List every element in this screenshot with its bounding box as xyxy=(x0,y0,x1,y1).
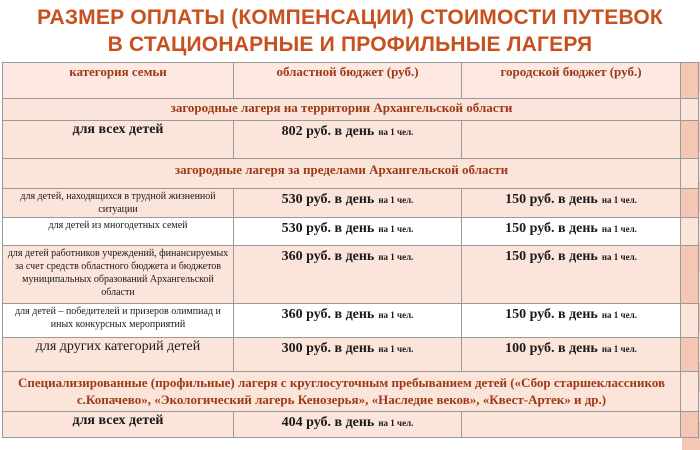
city-cell xyxy=(462,189,681,218)
regional-amount: 530 руб. в день xyxy=(281,192,375,207)
stripe-cell xyxy=(681,99,699,121)
stripe-cell xyxy=(681,159,699,189)
regional-amount: 300 руб. в день xyxy=(281,341,375,356)
city-amount: 150 руб. в день xyxy=(505,221,598,236)
table-row xyxy=(3,304,699,338)
stripe-cell xyxy=(681,246,699,304)
header-cell-city xyxy=(462,63,681,99)
header-cell-regional xyxy=(234,63,462,99)
section-row xyxy=(3,159,699,189)
table-header-row xyxy=(3,63,699,99)
stripe-cell xyxy=(681,338,699,372)
per-person-note: на 1 чел. xyxy=(601,310,637,320)
regional-amount: 360 руб. в день xyxy=(281,307,375,322)
category-label: для всех детей xyxy=(72,413,164,428)
per-person-note: на 1 чел. xyxy=(378,344,414,354)
city-amount: 150 руб. в день xyxy=(505,307,598,322)
per-person-note: на 1 чел. xyxy=(378,310,414,320)
per-person-note: на 1 чел. xyxy=(378,252,414,262)
city-amount: 150 руб. в день xyxy=(505,192,598,207)
category-label: для всех детей xyxy=(72,122,164,137)
category-cell xyxy=(3,304,234,338)
stripe-cell xyxy=(681,304,699,338)
table-row xyxy=(3,121,699,159)
regional-amount: 404 руб. в день xyxy=(281,415,375,430)
header-category: категория семьи xyxy=(69,64,167,79)
category-label: для других категорий детей xyxy=(35,339,201,354)
section-title-2: загородные лагеря за пределами Архангельской области xyxy=(3,159,681,189)
table-row xyxy=(3,412,699,438)
table-row xyxy=(3,189,699,218)
stripe-cell xyxy=(681,189,699,218)
city-cell xyxy=(462,246,681,304)
regional-cell xyxy=(234,189,462,218)
per-person-note: на 1 чел. xyxy=(601,252,637,262)
per-person-note: на 1 чел. xyxy=(601,344,637,354)
regional-cell xyxy=(234,412,462,438)
category-cell xyxy=(3,218,234,246)
category-label: для детей из многодетных семей xyxy=(48,220,188,231)
regional-cell xyxy=(234,246,462,304)
header-city-budget: городской бюджет (руб.) xyxy=(500,64,642,79)
city-cell-empty xyxy=(462,412,681,438)
regional-amount: 802 руб. в день xyxy=(281,124,375,139)
stripe-cell xyxy=(681,121,699,159)
stripe-cell xyxy=(681,412,699,438)
compensation-table xyxy=(2,62,699,438)
per-person-note: на 1 чел. xyxy=(378,127,414,137)
city-amount: 150 руб. в день xyxy=(505,249,598,264)
table-row xyxy=(3,218,699,246)
page-title xyxy=(0,4,700,58)
per-person-note: на 1 чел. xyxy=(601,224,637,234)
table-row xyxy=(3,338,699,372)
regional-amount: 360 руб. в день xyxy=(281,249,375,264)
table-row xyxy=(3,246,699,304)
city-cell xyxy=(462,218,681,246)
per-person-note: на 1 чел. xyxy=(378,195,414,205)
city-cell-empty xyxy=(462,121,681,159)
city-amount: 100 руб. в день xyxy=(505,341,598,356)
stripe-cell xyxy=(681,218,699,246)
category-label: для детей, находящихся в трудной жизненной ситуации xyxy=(20,191,216,215)
header-cell-category xyxy=(3,63,234,99)
category-cell xyxy=(3,412,234,438)
stripe-cell xyxy=(681,63,699,99)
title-line-1: РАЗМЕР ОПЛАТЫ (КОМПЕНСАЦИИ) СТОИМОСТИ ПУТЕВОК xyxy=(37,6,663,29)
category-label: для детей – победителей и призеров олимпиад и иных конкурсных мероприятий xyxy=(15,306,221,330)
section-title-1: загородные лагеря на территории Архангельской области xyxy=(3,99,681,121)
category-cell xyxy=(3,338,234,372)
category-cell xyxy=(3,121,234,159)
per-person-note: на 1 чел. xyxy=(378,224,414,234)
section-title-3: Специализированные (профильные) лагеря с круглосуточным пребыванием детей («Сбор старшеклассников с.Копачево», «Экологический лагерь Кенозерья», «Наследие веков», «Квест-Артек» и др.) xyxy=(3,372,681,412)
regional-cell xyxy=(234,121,462,159)
regional-cell xyxy=(234,338,462,372)
category-cell xyxy=(3,189,234,218)
per-person-note: на 1 чел. xyxy=(378,418,414,428)
header-regional-budget: областной бюджет (руб.) xyxy=(276,64,419,79)
section-row xyxy=(3,372,699,412)
category-cell xyxy=(3,246,234,304)
title-line-2: В СТАЦИОНАРНЫЕ И ПРОФИЛЬНЫЕ ЛАГЕРЯ xyxy=(107,33,593,56)
city-cell xyxy=(462,304,681,338)
regional-cell xyxy=(234,218,462,246)
stripe-cell xyxy=(681,372,699,412)
per-person-note: на 1 чел. xyxy=(601,195,637,205)
regional-cell xyxy=(234,304,462,338)
regional-amount: 530 руб. в день xyxy=(281,221,375,236)
section-row xyxy=(3,99,699,121)
category-label: для детей работников учреждений, финансируемых за счет средств областного бюджета и бюджетов муниципальных образований Архангельской области xyxy=(7,248,229,298)
city-cell xyxy=(462,338,681,372)
